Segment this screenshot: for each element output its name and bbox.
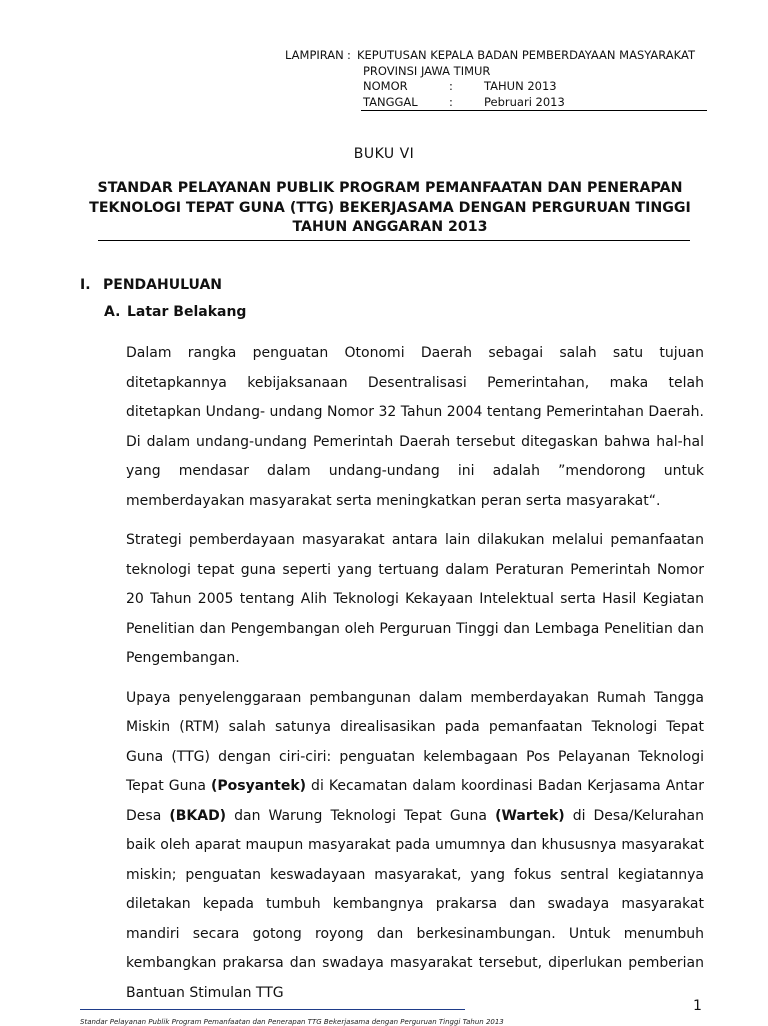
lampiran-header <box>285 48 695 110</box>
footer-divider <box>80 1009 465 1010</box>
section-heading <box>80 277 222 293</box>
wartek-term: (Wartek) <box>495 807 565 824</box>
main-title-line-1: STANDAR PELAYANAN PUBLIK PROGRAM PEMANFAATAN DAN PENERAPAN <box>97 180 683 196</box>
lampiran-line-1: KEPUTUSAN KEPALA BADAN PEMBERDAYAAN MASYARAKAT <box>357 48 695 62</box>
bkad-term: (BKAD) <box>169 807 227 824</box>
section-number: I. <box>80 277 91 293</box>
section-title: PENDAHULUAN <box>103 277 222 293</box>
subsection-number: A. <box>104 304 121 320</box>
subsection-title: Latar Belakang <box>127 304 247 320</box>
title-divider <box>98 240 690 241</box>
tanggal-label: TANGGAL <box>363 94 418 109</box>
paragraph-1: Dalam rangka penguatan Otonomi Daerah sebagai salah satu tujuan ditetapkannya kebijaksanaan Desentralisasi Pemerintahan, maka telah ditetapkan Undang- undang Nomor 32 Tahun 2004 tentang Pemerintahan Daerah. Di dalam undang-undang Pemerintah Daerah tersebut ditegaskan bahwa hal-hal yang mendasar dalam undang-undang ini adalah ”mendorong untuk memberdayakan masyarakat serta meningkatkan peran serta masyarakat“. <box>126 345 704 509</box>
footer-text: Standar Pelayanan Publik Program Pemanfaatan dan Penerapan TTG Bekerjasama dengan Perguruan Tinggi Tahun 2013 <box>80 1018 504 1026</box>
header-divider <box>361 110 707 111</box>
main-title-line-3: TAHUN ANGGARAN 2013 <box>292 219 488 235</box>
paragraph-3-text-a: Upaya penyelenggaraan pembangunan dalam memberdayakan Rumah Tangga Miskin (RTM) salah satunya direalisasikan pada pemanfaatan Teknologi Tepat Guna (TTG) dengan ciri-ciri: penguatan kelembagaan Pos Pelayanan Teknologi Tepat Guna <box>126 689 704 794</box>
main-title-line-2: TEKNOLOGI TEPAT GUNA (TTG) BEKERJASAMA DENGAN PERGURUAN TINGGI <box>89 199 691 216</box>
nomor-colon: : <box>449 79 453 93</box>
paragraph-2: Strategi pemberdayaan masyarakat antara lain dilakukan melalui pemanfaatan teknologi tepat guna seperti yang tertuang dalam Peraturan Pemerintah Nomor 20 Tahun 2005 tentang Alih Teknologi Kekayaan Intelektual serta Hasil Kegiatan Penelitian dan Pengembangan oleh Perguruan Tinggi dan Lembaga Penelitian dan Pengembangan. <box>126 532 704 666</box>
paragraph-3-text-e: dan Warung Teknologi Tepat Guna <box>226 807 496 824</box>
lampiran-colon: : <box>347 48 351 62</box>
lampiran-label: LAMPIRAN <box>285 48 344 62</box>
nomor-label: NOMOR <box>363 79 408 93</box>
subsection-heading <box>104 304 246 320</box>
body-text <box>126 339 704 1018</box>
lampiran-line-2: PROVINSI JAWA TIMUR <box>363 63 491 78</box>
book-title: BUKU VI <box>353 146 415 162</box>
page-number: 1 <box>693 998 702 1014</box>
paragraph-3 <box>126 684 704 1009</box>
tanggal-value: Pebruari 2013 <box>484 94 565 109</box>
nomor-value: TAHUN 2013 <box>484 79 557 93</box>
posyantek-term: (Posyantek) <box>210 778 307 794</box>
paragraph-3-text-g: di Desa/Kelurahan baik oleh aparat maupun masyarakat pada umumnya dan khususnya masyarakat miskin; penguatan keswadayaan masyarakat, yang fokus sentral kegiatannya diletakan kepada tumbuh kembangnya prakarsa dan swadaya masyarakat mandiri secara gotong royong dan berkesinambungan. Untuk menumbuh kembangkan prakarsa dan swadaya masyarakat tersebut, diperlukan pemberian Bantuan Stimulan TTG <box>126 807 705 1001</box>
tanggal-colon: : <box>449 94 453 109</box>
paragraph-3-text-c: di Kecamatan dalam koordinasi Badan Kerjasama Antar Desa <box>126 778 704 824</box>
main-title <box>80 179 700 238</box>
